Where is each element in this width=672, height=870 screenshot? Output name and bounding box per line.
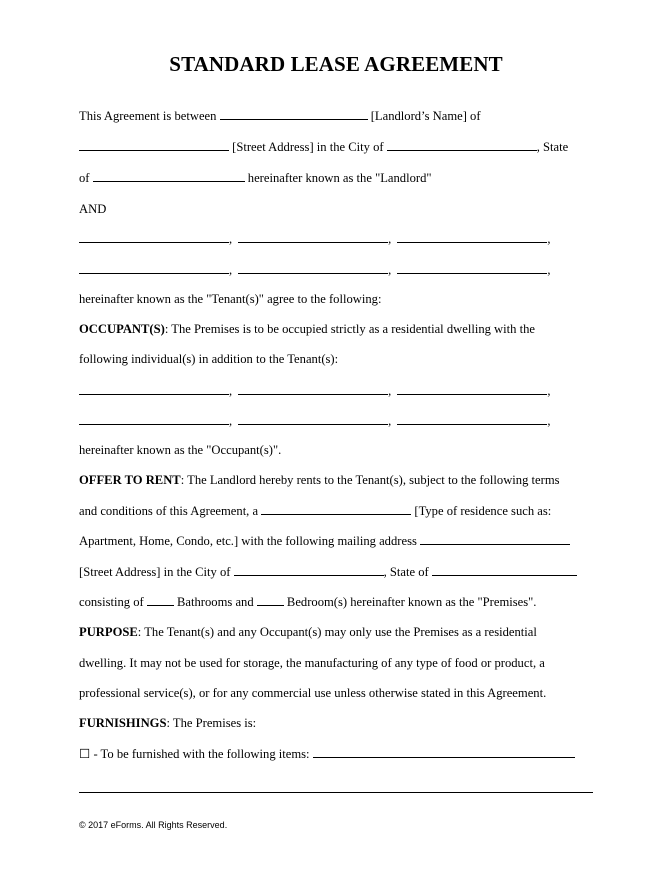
comma: ,: [388, 384, 392, 398]
occupant-name-blank[interactable]: [238, 382, 388, 395]
occupants-line-2: following individual(s) in addition to the Tenant(s):: [79, 352, 339, 366]
offer-text: Bathrooms and: [173, 595, 257, 609]
and-label: AND: [79, 202, 107, 216]
comma: ,: [229, 384, 233, 398]
occupant-name-blank[interactable]: [79, 412, 229, 425]
comma: ,: [547, 414, 551, 428]
occupants-line-1: [79, 320, 599, 338]
residence-type-blank[interactable]: [261, 502, 411, 515]
mailing-address-blank[interactable]: [420, 532, 570, 545]
occupants-heading: OCCUPANT(S): [79, 322, 165, 336]
tenant-name-blank[interactable]: [79, 230, 229, 243]
furnished-checkbox[interactable]: ☐: [79, 747, 91, 761]
occupant-name-blank[interactable]: [238, 412, 388, 425]
bathrooms-blank[interactable]: [147, 593, 174, 606]
comma: ,: [388, 263, 392, 277]
purpose-heading: PURPOSE: [79, 625, 138, 639]
comma: ,: [229, 414, 233, 428]
intro-text: hereinafter known as the "Landlord": [244, 171, 432, 185]
purpose-text: : The Tenant(s) and any Occupant(s) may only use the Premises as a residential: [137, 625, 537, 639]
comma: ,: [229, 232, 233, 246]
page-title: STANDARD LEASE AGREEMENT: [169, 52, 503, 76]
furnished-items-blank[interactable]: [313, 745, 575, 758]
landlord-name-blank[interactable]: [220, 107, 368, 120]
furnishings-text: : The Premises is:: [166, 716, 257, 730]
bedrooms-blank[interactable]: [257, 593, 284, 606]
comma: ,: [229, 263, 233, 277]
occupants-closing: hereinafter known as the "Occupant(s)".: [79, 443, 282, 457]
furnishings-option-label: - To be furnished with the following items:: [90, 747, 313, 761]
offer-line-3: [79, 532, 599, 550]
intro-text: This Agreement is between: [79, 109, 220, 123]
tenant-clause: hereinafter known as the "Tenant(s)" agree to the following:: [79, 292, 382, 306]
occupants-text: : The Premises is to be occupied strictly as a residential dwelling with the: [164, 322, 535, 336]
occupant-name-blank[interactable]: [397, 412, 547, 425]
tenant-name-blank[interactable]: [397, 230, 547, 243]
offer-text: and conditions of this Agreement, a: [79, 504, 262, 518]
offer-text: Bedroom(s) hereinafter known as the "Premises".: [283, 595, 537, 609]
comma: ,: [547, 384, 551, 398]
landlord-city-blank[interactable]: [387, 138, 537, 151]
comma: ,: [388, 414, 392, 428]
offer-text: [Type of residence such as:: [411, 504, 552, 518]
offer-text: , State of: [383, 565, 432, 579]
occupant-name-blank[interactable]: [79, 382, 229, 395]
tenant-blanks-row-2: [79, 261, 599, 279]
purpose-line-1: [79, 623, 599, 641]
tenant-name-blank[interactable]: [79, 261, 229, 274]
occupant-blanks-row-1: [79, 382, 599, 400]
offer-heading: OFFER TO RENT: [79, 473, 181, 487]
furnished-items-blank-line[interactable]: [79, 792, 593, 793]
copyright-footer: © 2017 eForms. All Rights Reserved.: [79, 820, 228, 830]
offer-line-4: [79, 563, 599, 581]
intro-text: [Landlord’s Name] of: [367, 109, 481, 123]
landlord-state-blank[interactable]: [93, 169, 245, 182]
furnishings-option: [79, 745, 599, 763]
tenant-name-blank[interactable]: [238, 261, 388, 274]
occupant-name-blank[interactable]: [397, 382, 547, 395]
intro-line-3: [79, 169, 599, 187]
offer-text: : The Landlord hereby rents to the Tenant(s), subject to the following terms: [180, 473, 560, 487]
intro-text: , State: [536, 140, 569, 154]
comma: ,: [388, 232, 392, 246]
intro-text: of: [79, 171, 93, 185]
purpose-line-2: dwelling. It may not be used for storage, the manufacturing of any type of food or product, a: [79, 656, 545, 670]
offer-line-1: [79, 471, 599, 489]
offer-text: [Street Address] in the City of: [79, 565, 234, 579]
comma: ,: [547, 263, 551, 277]
landlord-street-blank[interactable]: [79, 138, 229, 151]
intro-line-2: [79, 138, 599, 156]
comma: ,: [547, 232, 551, 246]
furnishings-line-1: [79, 714, 599, 732]
offer-text: consisting of: [79, 595, 147, 609]
offer-text: Apartment, Home, Condo, etc.] with the following mailing address: [79, 534, 421, 548]
purpose-line-3: professional service(s), or for any commercial use unless otherwise stated in this Agreement.: [79, 686, 547, 700]
offer-line-2: [79, 502, 599, 520]
furnishings-heading: FURNISHINGS: [79, 716, 167, 730]
premises-city-blank[interactable]: [234, 563, 384, 576]
offer-line-5: [79, 593, 599, 611]
tenant-name-blank[interactable]: [397, 261, 547, 274]
intro-line-1: [79, 107, 599, 125]
tenant-blanks-row-1: [79, 230, 599, 248]
intro-text: [Street Address] in the City of: [229, 140, 387, 154]
occupant-blanks-row-2: [79, 412, 599, 430]
premises-state-blank[interactable]: [432, 563, 577, 576]
tenant-name-blank[interactable]: [238, 230, 388, 243]
